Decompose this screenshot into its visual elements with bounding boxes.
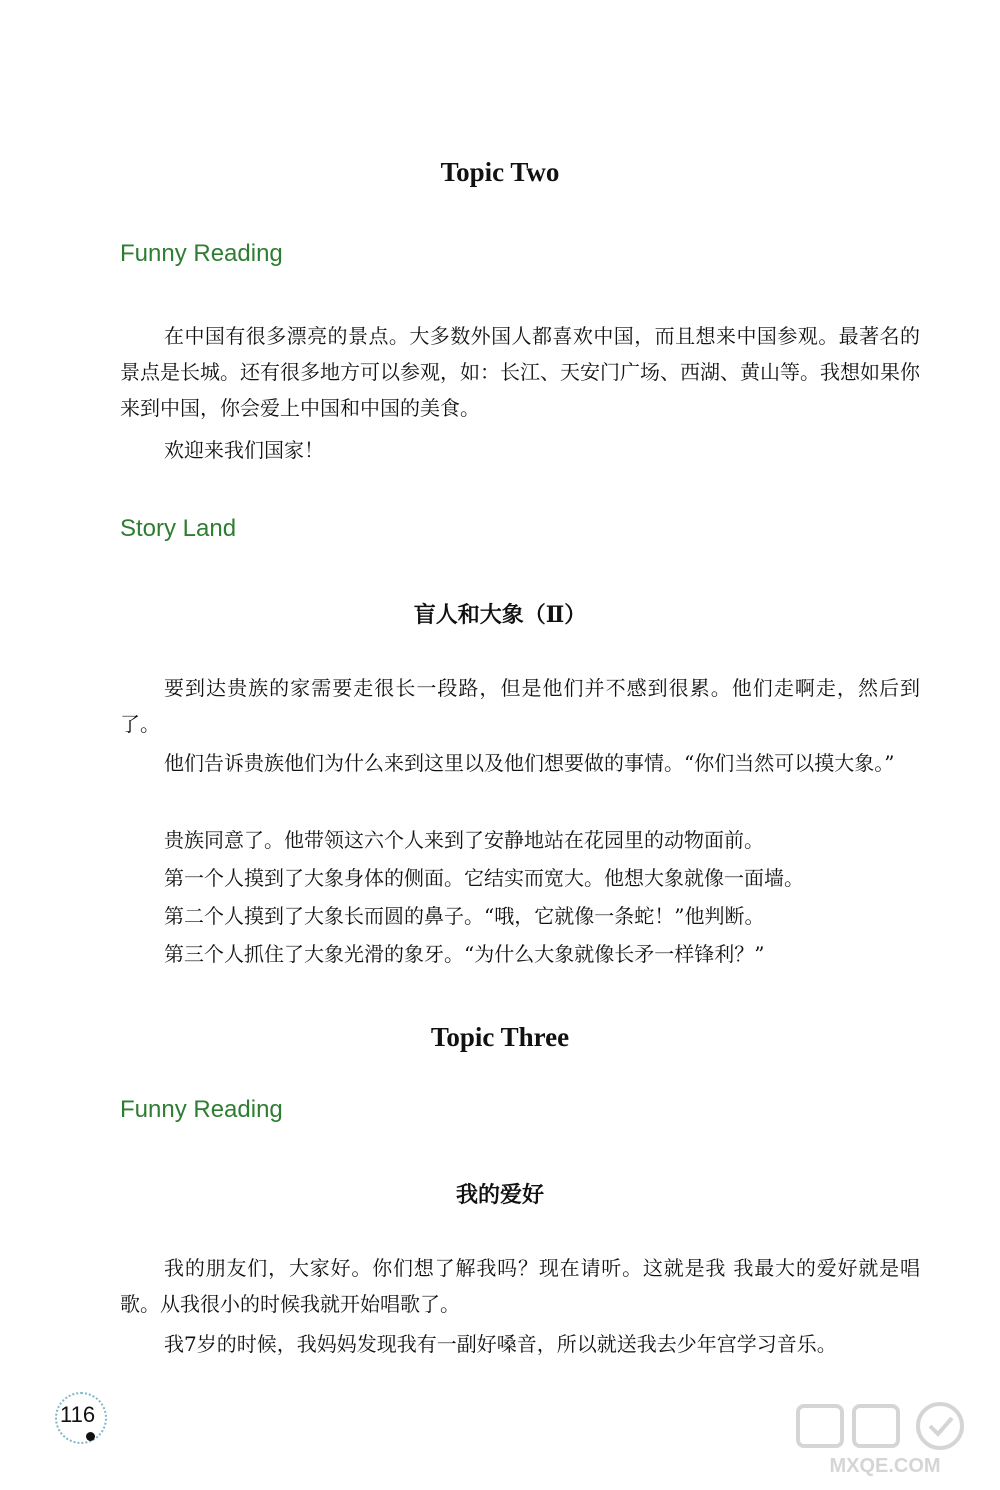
story-paragraph-6: 第三个人抓住了大象光滑的象牙。“为什么大象就像长矛一样锋利？”: [164, 942, 765, 966]
hobby-paragraph-2: 我7岁的时候，我妈妈发现我有一副好嗓音，所以就送我去少年宫学习音乐。: [164, 1332, 837, 1356]
story-paragraph-3: 贵族同意了。他带领这六个人来到了安静地站在花园里的动物面前。: [164, 828, 764, 852]
story-land-heading: Story Land: [120, 515, 237, 542]
watermark-text: MXQE.COM: [829, 1455, 941, 1477]
funny-reading-heading: Funny Reading: [120, 240, 283, 267]
story-paragraph-4: 第一个人摸到了大象身体的侧面。它结实而宽大。他想大象就像一面墙。: [164, 866, 804, 890]
funny-reading-paragraph-2: 欢迎来我们国家！: [164, 438, 324, 462]
funny-reading-paragraph-1: 在中国有很多漂亮的景点。大多数外国人都喜欢中国，而且想来中国参观。最著名的景点是长城。还有很多地方可以参观，如：长江、天安门广场、西湖、黄山等。我想如果你来到中国，你会爱上中国和中国的美食。: [120, 324, 920, 420]
topic-three-title: Topic Three: [430, 1022, 570, 1052]
story-paragraph-2: 他们告诉贵族他们为什么来到这里以及他们想要做的事情。“你们当然可以摸大象。”: [164, 751, 895, 775]
story-paragraph-1: 要到达贵族的家需要走很长一段路，但是他们并不感到很累。他们走啊走，然后到了。: [120, 676, 920, 736]
hobby-story-title: 我的爱好: [455, 1182, 544, 1208]
funny-reading-heading-2: Funny Reading: [120, 1096, 283, 1123]
answer-book-logo-icon: [798, 1404, 962, 1448]
hobby-paragraph-1: 我的朋友们，大家好。你们想了解我吗？现在请听。这就是我 我最大的爱好就是唱歌。从我很小的时候我就开始唱歌了。: [120, 1256, 920, 1316]
page-number-dot: [86, 1432, 95, 1441]
story-paragraph-5: 第二个人摸到了大象长而圆的鼻子。“哦，它就像一条蛇！”他判断。: [164, 904, 765, 928]
story-title: 盲人和大象（Ⅱ）: [413, 602, 587, 628]
watermark: [780, 1400, 990, 1480]
topic-two-title: Topic Two: [440, 157, 560, 187]
page-number: 116: [60, 1402, 96, 1427]
